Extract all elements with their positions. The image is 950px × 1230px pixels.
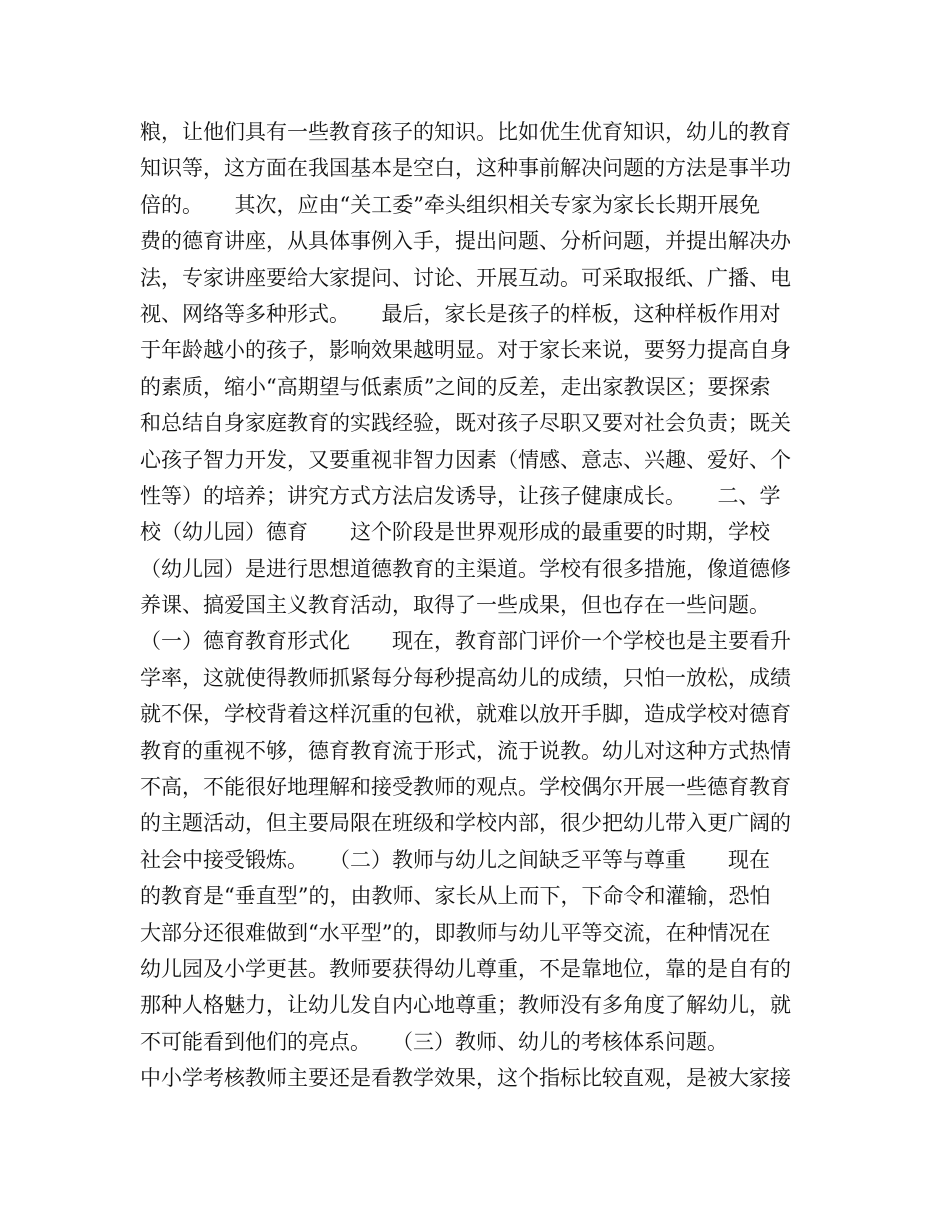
text-line: 性等）的培养；讲究方式方法启发诱导，让孩子健康成长。 二、学	[140, 483, 781, 508]
text-line: 视、网络等多种形式。 最后，家长是孩子的样板，这种样板作用对	[140, 301, 781, 326]
text-line: 教育的重视不够，德育教育流于形式，流于说教。幼儿对这种方式热情	[140, 738, 791, 763]
text-line: 大部分还很难做到“水平型”的，即教师与幼儿平等交流，在种情况在	[140, 920, 771, 945]
body-text	[140, 114, 820, 1097]
text-line: （幼儿园）是进行思想道德教育的主渠道。学校有很多措施，像道德修	[140, 556, 791, 581]
text-line: 养课、搞爱国主义教育活动，取得了一些成果，但也存在一些问题。	[140, 593, 770, 618]
text-line: 的主题活动，但主要局限在班级和学校内部，很少把幼儿带入更广阔的	[140, 811, 791, 836]
text-line: 学率，这就使得教师抓紧每分每秒提高幼儿的成绩，只怕一放松，成绩	[140, 665, 791, 690]
text-line: 的素质，缩小“高期望与低素质”之间的反差，走出家教误区；要探索	[140, 374, 771, 399]
text-line: （一）德育教育形式化 现在，教育部门评价一个学校也是主要看升	[140, 629, 791, 654]
text-line: 那种人格魅力，让幼儿发自内心地尊重；教师没有多角度了解幼儿，就	[140, 993, 791, 1018]
text-line: 校（幼儿园）德育 这个阶段是世界观形成的最重要的时期，学校	[140, 520, 770, 545]
text-line: 中小学考核教师主要还是看教学效果，这个指标比较直观，是被大家接	[140, 1066, 791, 1091]
text-line: 不高，不能很好地理解和接受教师的观点。学校偶尔开展一些德育教育	[140, 775, 791, 800]
text-line: 心孩子智力开发，又要重视非智力因素（情感、意志、兴趣、爱好、个	[140, 447, 791, 472]
text-line: 的教育是“垂直型”的，由教师、家长从上而下，下命令和灌输，恐怕	[140, 884, 771, 909]
text-line: 幼儿园及小学更甚。教师要获得幼儿尊重，不是靠地位，靠的是自有的	[140, 956, 791, 981]
text-line: 就不保，学校背着这样沉重的包袱，就难以放开手脚，造成学校对德育	[140, 702, 791, 727]
text-line: 和总结自身家庭教育的实践经验，既对孩子尽职又要对社会负责；既关	[140, 411, 791, 436]
text-line: 法，专家讲座要给大家提问、讨论、开展互动。可采取报纸、广播、电	[140, 265, 791, 290]
text-line: 不可能看到他们的亮点。 （三）教师、幼儿的考核体系问题。	[140, 1029, 728, 1054]
text-line: 粮，让他们具有一些教育孩子的知识。比如优生优育知识，幼儿的教育	[140, 120, 791, 144]
text-line: 费的德育讲座，从具体事例入手，提出问题、分析问题，并提出解决办	[140, 229, 791, 254]
text-line: 知识等，这方面在我国基本是空白，这种事前解决问题的方法是事半功	[140, 156, 791, 181]
text-line: 倍的。 其次，应由“关工委”牵头组织相关专家为家长长期开展免	[140, 192, 760, 217]
text-line: 于年龄越小的孩子，影响效果越明显。对于家长来说，要努力提高自身	[140, 338, 791, 363]
text-line: 社会中接受锻炼。 （二）教师与幼儿之间缺乏平等与尊重 现在	[140, 847, 770, 872]
